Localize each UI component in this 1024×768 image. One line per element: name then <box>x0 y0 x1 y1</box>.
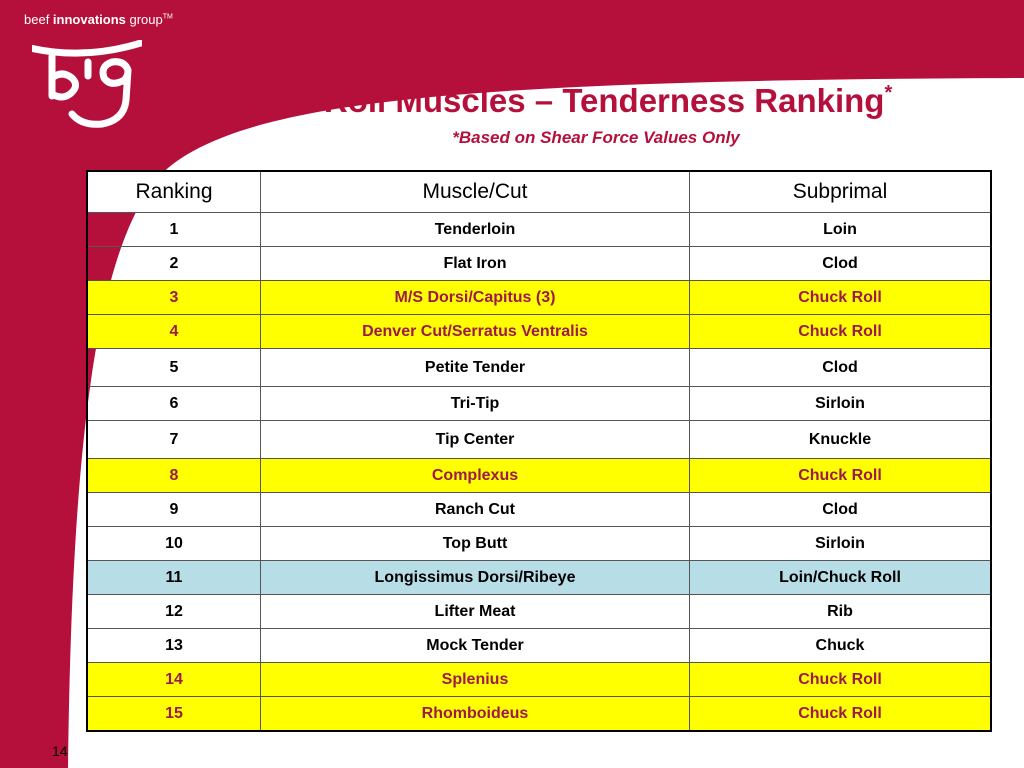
muscle-cell: Lifter Meat <box>261 595 690 629</box>
table-row <box>87 213 991 247</box>
table-row <box>87 595 991 629</box>
rank-cell: 2 <box>87 247 261 281</box>
slide-title: C. Roll Muscles – Tenderness Ranking* <box>281 82 893 119</box>
muscle-cell: Rhomboideus <box>261 697 690 732</box>
muscle-cell: Top Butt <box>261 527 690 561</box>
subprimal-cell: Chuck <box>690 629 992 663</box>
rank-cell: 5 <box>87 349 261 387</box>
subprimal-cell: Knuckle <box>690 421 992 459</box>
header-muscle-cut: Muscle/Cut <box>261 171 690 213</box>
rank-cell: 4 <box>87 315 261 349</box>
rank-cell: 13 <box>87 629 261 663</box>
muscle-cell: Complexus <box>261 459 690 493</box>
rank-cell: 9 <box>87 493 261 527</box>
rank-cell: 6 <box>87 387 261 421</box>
subprimal-cell: Clod <box>690 493 992 527</box>
muscle-cell: Splenius <box>261 663 690 697</box>
table-row <box>87 459 991 493</box>
page-number: 14 <box>52 743 68 759</box>
subprimal-cell: Chuck Roll <box>690 315 992 349</box>
table-row <box>87 421 991 459</box>
slide-subtitle: *Based on Shear Force Values Only <box>452 128 740 147</box>
subprimal-cell: Chuck Roll <box>690 663 992 697</box>
rank-cell: 7 <box>87 421 261 459</box>
rank-cell: 3 <box>87 281 261 315</box>
table-row <box>87 315 991 349</box>
table-row <box>87 629 991 663</box>
muscle-cell: Longissimus Dorsi/Ribeye <box>261 561 690 595</box>
table-row <box>87 561 991 595</box>
muscle-cell: Flat Iron <box>261 247 690 281</box>
muscle-cell: Petite Tender <box>261 349 690 387</box>
table-header-row <box>87 171 991 213</box>
subprimal-cell: Clod <box>690 349 992 387</box>
table-row <box>87 493 991 527</box>
table-row <box>87 663 991 697</box>
table-row <box>87 349 991 387</box>
rank-cell: 11 <box>87 561 261 595</box>
rank-cell: 14 <box>87 663 261 697</box>
header-ranking: Ranking <box>87 171 261 213</box>
muscle-cell: M/S Dorsi/Capitus (3) <box>261 281 690 315</box>
muscle-cell: Tri-Tip <box>261 387 690 421</box>
subprimal-cell: Sirloin <box>690 387 992 421</box>
muscle-cell: Ranch Cut <box>261 493 690 527</box>
table-row <box>87 247 991 281</box>
subprimal-cell: Rib <box>690 595 992 629</box>
rank-cell: 1 <box>87 213 261 247</box>
subprimal-cell: Loin <box>690 213 992 247</box>
tenderness-ranking-table <box>86 170 992 732</box>
subprimal-cell: Chuck Roll <box>690 697 992 732</box>
table-row <box>87 527 991 561</box>
subprimal-cell: Chuck Roll <box>690 459 992 493</box>
table-row <box>87 697 991 732</box>
subprimal-cell: Sirloin <box>690 527 992 561</box>
big-logo-icon <box>32 40 142 130</box>
rank-cell: 15 <box>87 697 261 732</box>
header-subprimal: Subprimal <box>690 171 992 213</box>
rank-cell: 12 <box>87 595 261 629</box>
table-row <box>87 281 991 315</box>
muscle-cell: Tip Center <box>261 421 690 459</box>
muscle-cell: Denver Cut/Serratus Ventralis <box>261 315 690 349</box>
subprimal-cell: Loin/Chuck Roll <box>690 561 992 595</box>
table-row <box>87 387 991 421</box>
muscle-cell: Tenderloin <box>261 213 690 247</box>
subprimal-cell: Chuck Roll <box>690 281 992 315</box>
rank-cell: 10 <box>87 527 261 561</box>
title-asterisk: * <box>884 82 893 104</box>
brand-logo-text: beef innovations group™ <box>24 12 173 27</box>
muscle-cell: Mock Tender <box>261 629 690 663</box>
subprimal-cell: Clod <box>690 247 992 281</box>
rank-cell: 8 <box>87 459 261 493</box>
